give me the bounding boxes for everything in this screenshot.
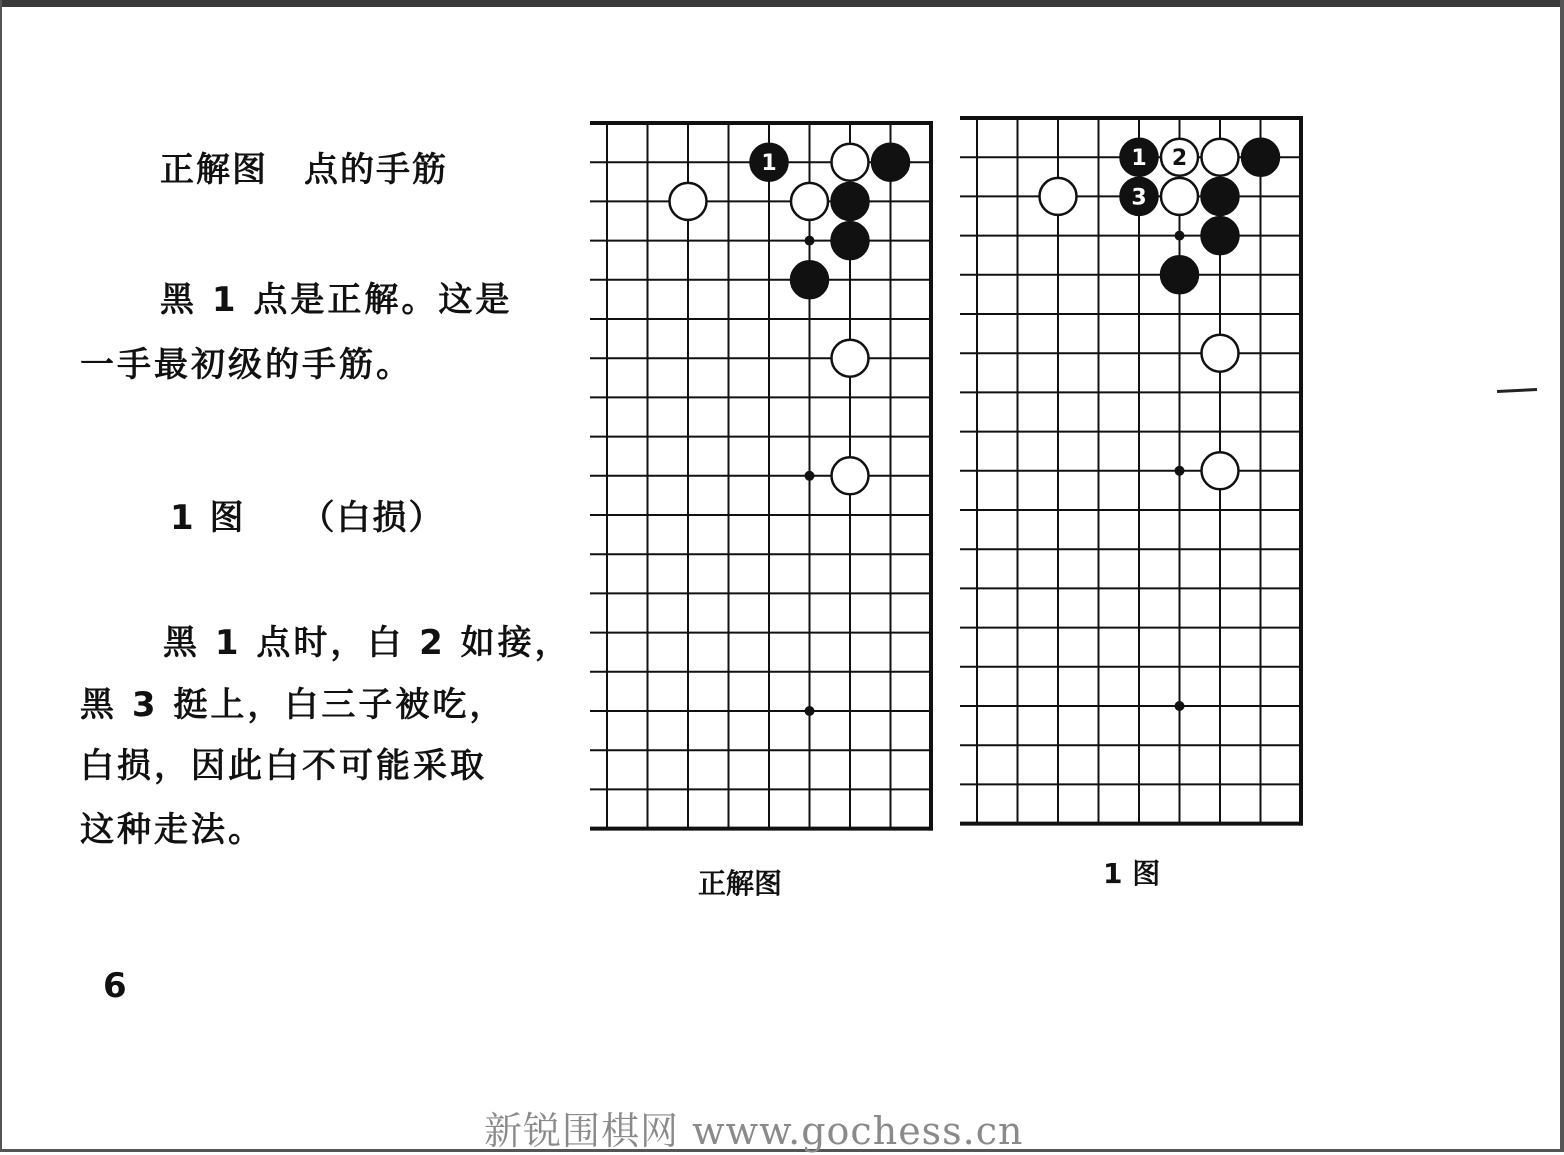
caption-diagram1: 1 图 [1103, 857, 1161, 890]
black-stone [832, 183, 869, 220]
white-stone [1202, 139, 1239, 176]
black-stone [872, 144, 909, 181]
page-number: 6 [103, 966, 127, 1006]
black-stone [1121, 178, 1158, 215]
white-stone [1161, 139, 1198, 176]
paragraph2-line4: 这种走法。 [80, 810, 265, 850]
star-point [805, 706, 815, 716]
black-stone [832, 222, 869, 259]
heading-diagram1: 1 图 （白损） [170, 498, 445, 538]
black-stone [791, 261, 828, 298]
move-number-label: 1 [1131, 146, 1147, 172]
white-stone [832, 144, 869, 181]
star-point [805, 236, 815, 246]
black-stone [1242, 139, 1279, 176]
go-board-correct-solution [585, 115, 945, 845]
black-stone [751, 144, 788, 181]
window-right-border [1560, 0, 1564, 1152]
paragraph2-line1: 黑 1 点时，白 2 如接， [163, 623, 572, 663]
star-point [805, 471, 815, 481]
go-board-diagram1 [955, 110, 1315, 840]
heading-correct-solution: 正解图 点的手筋 [160, 150, 448, 190]
move-number-label: 2 [1171, 146, 1188, 172]
move-number-label: 1 [761, 151, 777, 177]
white-stone [670, 183, 707, 220]
window-left-border [0, 0, 2, 1152]
white-stone [832, 457, 869, 494]
paragraph1-line1: 黑 1 点是正解。这是 [160, 280, 513, 320]
star-point [1175, 701, 1185, 711]
caption-correct-solution: 正解图 [698, 867, 783, 900]
white-stone [1161, 178, 1198, 215]
black-stone [1121, 139, 1158, 176]
black-stone [1202, 217, 1239, 254]
paragraph1-line2: 一手最初级的手筋。 [80, 345, 413, 385]
margin-mark [1497, 388, 1537, 393]
move-number-label: 3 [1131, 185, 1147, 211]
white-stone [1202, 335, 1239, 372]
paragraph2-line2: 黑 3 挺上，白三子被吃， [80, 685, 507, 725]
white-stone [832, 340, 869, 377]
white-stone [791, 183, 828, 220]
star-point [1175, 466, 1185, 476]
star-point [1175, 231, 1185, 241]
window-top-border [0, 0, 1564, 7]
black-stone [1202, 178, 1239, 215]
watermark: 新锐围棋网 www.gochess.cn [484, 1109, 1024, 1153]
paragraph2-line3: 白损，因此白不可能采取 [80, 746, 487, 786]
black-stone [1161, 256, 1198, 293]
white-stone [1040, 178, 1077, 215]
white-stone [1202, 452, 1239, 489]
